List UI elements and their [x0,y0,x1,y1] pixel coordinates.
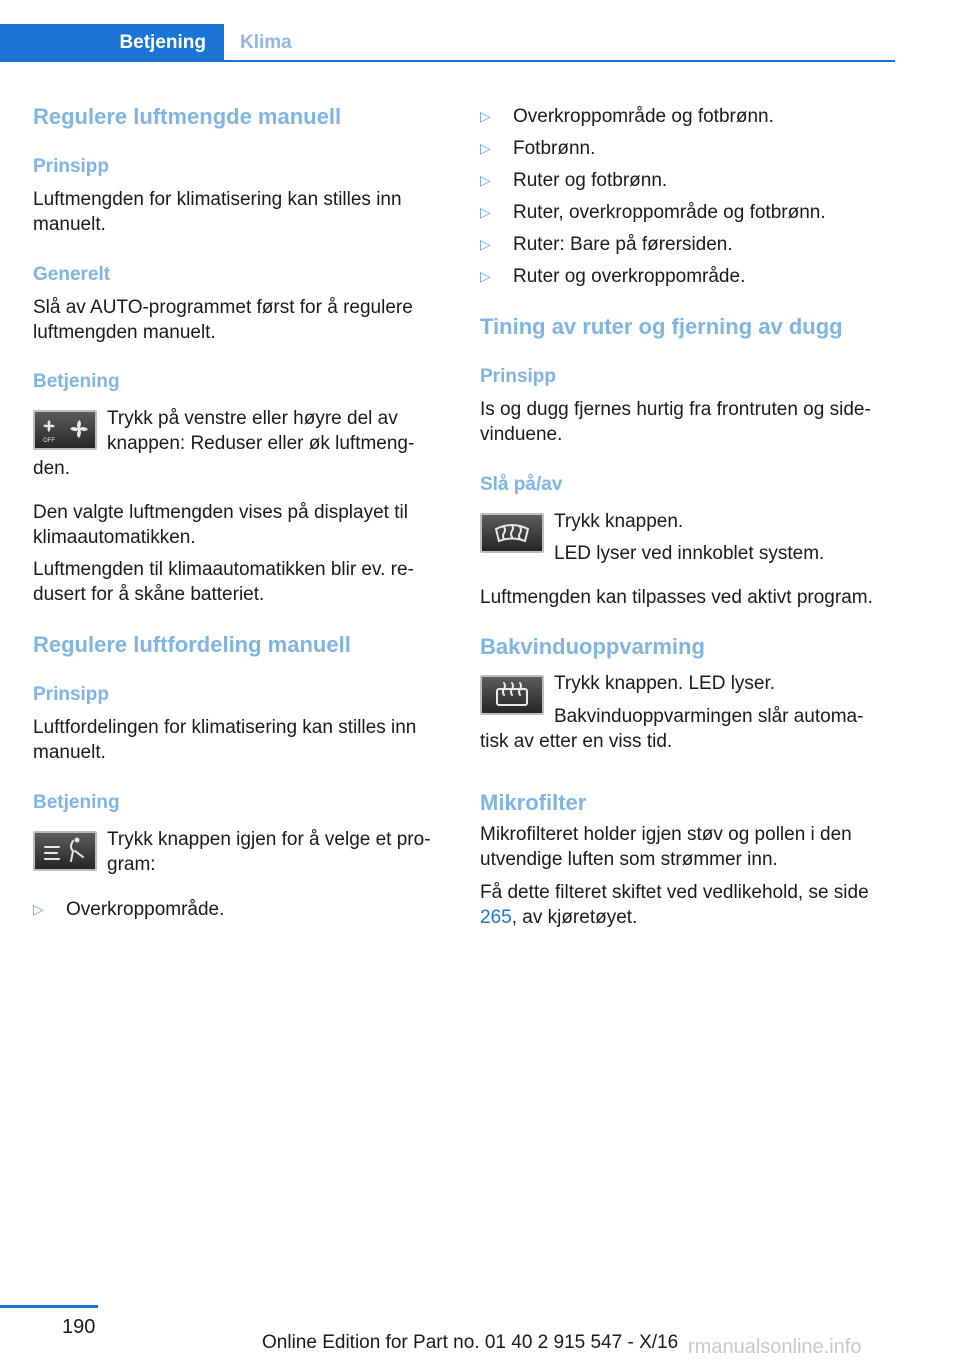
paragraph-bakvindu-2-cont: tisk av etter en viss tid. [480,731,673,752]
windshield-defrost-icon [482,515,542,551]
tab-klima[interactable]: Klima [240,32,292,53]
paragraph-betjening-1-cont: den. [33,458,70,479]
subheading-betjening-2: Betjening [33,792,120,813]
air-distribution-button-icon [33,831,97,871]
paragraph-betjening-2: Trykk knappen igjen for å velge et pro- gram: [107,829,431,875]
header-divider [0,60,895,62]
heading-mikrofilter: Mikrofilter [480,790,587,815]
triangle-bullet-icon: ▷ [480,236,491,252]
windshield-defrost-button-icon [480,513,544,553]
subheading-betjening-1: Betjening [33,371,120,392]
subheading-prinsipp-2: Prinsipp [33,684,110,705]
heading-regulere-luftmengde: Regulere luftmengde manuell [33,104,342,129]
triangle-bullet-icon: ▷ [480,140,491,156]
subheading-prinsipp-3: Prinsipp [480,366,557,387]
watermark: rmanualsonline.info [688,1336,862,1358]
triangle-bullet-icon: ▷ [480,172,491,188]
paragraph-prinsipp-1: Luftmengden for klimatisering kan stilles inn manuelt. [33,189,402,235]
subheading-prinsipp-1: Prinsipp [33,156,110,177]
paragraph-bakvindu-1: Trykk knappen. LED lyser. [554,673,776,694]
heading-regulere-luftfordeling: Regulere luftfordeling manuell [33,632,351,657]
paragraph-bakvindu-2: Bakvinduoppvarmingen slår automa- [554,706,864,727]
page-link-265[interactable]: 265 [480,907,512,928]
triangle-bullet-icon: ▷ [480,204,491,220]
paragraph-display: Den valgte luftmengden vises på displayet til klimaautomatikken. [33,502,408,548]
tab-betjening[interactable]: Betjening [0,24,224,62]
paragraph-prinsipp-2: Luftfordelingen for klimatisering kan stilles inn manuelt. [33,717,417,763]
subheading-sla-pa-av: Slå på/av [480,474,563,495]
rear-window-heating-icon [482,677,542,713]
heading-bakvinduoppvarming: Bakvinduoppvarming [480,634,705,659]
fan-speed-button-icon [33,410,97,450]
triangle-bullet-icon: ▷ [33,901,44,917]
paragraph-mikrofilter: Mikrofilteret holder igjen støv og pollen i den utvendige luften som strømmer inn. [480,824,852,870]
fan-off-label: OFF [43,438,55,444]
edition-text: Online Edition for Part no. 01 40 2 915 547 - X/16 [262,1332,679,1353]
paragraph-generelt: Slå av AUTO-programmet først for å regulere luftmengden manuelt. [33,297,413,343]
footer-divider [0,1305,98,1308]
subheading-generelt: Generelt [33,264,111,285]
fan-icon [35,412,95,448]
chapter-header [0,24,895,62]
paragraph-battery: Luftmengden til klimaautomatikken blir ev. re- dusert for å skåne batteriet. [33,559,414,605]
paragraph-mikrofilter-2: Få dette filteret skiftet ved vedlikehold, se side 265, av kjøretøyet. [480,882,869,928]
paragraph-sla-pa-2: LED lyser ved innkoblet system. [554,543,825,564]
paragraph-betjening-1: Trykk på venstre eller høyre del av knappen: Reduser eller øk luftmeng- [107,408,415,454]
heading-tining: Tining av ruter og fjerning av dugg [480,314,843,339]
triangle-bullet-icon: ▷ [480,108,491,124]
triangle-bullet-icon: ▷ [480,268,491,284]
rear-window-heating-button-icon [480,675,544,715]
air-distribution-icon [35,833,95,869]
paragraph-tilpasses: Luftmengden kan tilpasses ved aktivt program. [480,587,873,608]
paragraph-sla-pa-1: Trykk knappen. [554,511,684,532]
paragraph-prinsipp-3: Is og dugg fjernes hurtig fra frontruten og side- vinduene. [480,399,871,445]
page-number: 190 [62,1316,96,1338]
